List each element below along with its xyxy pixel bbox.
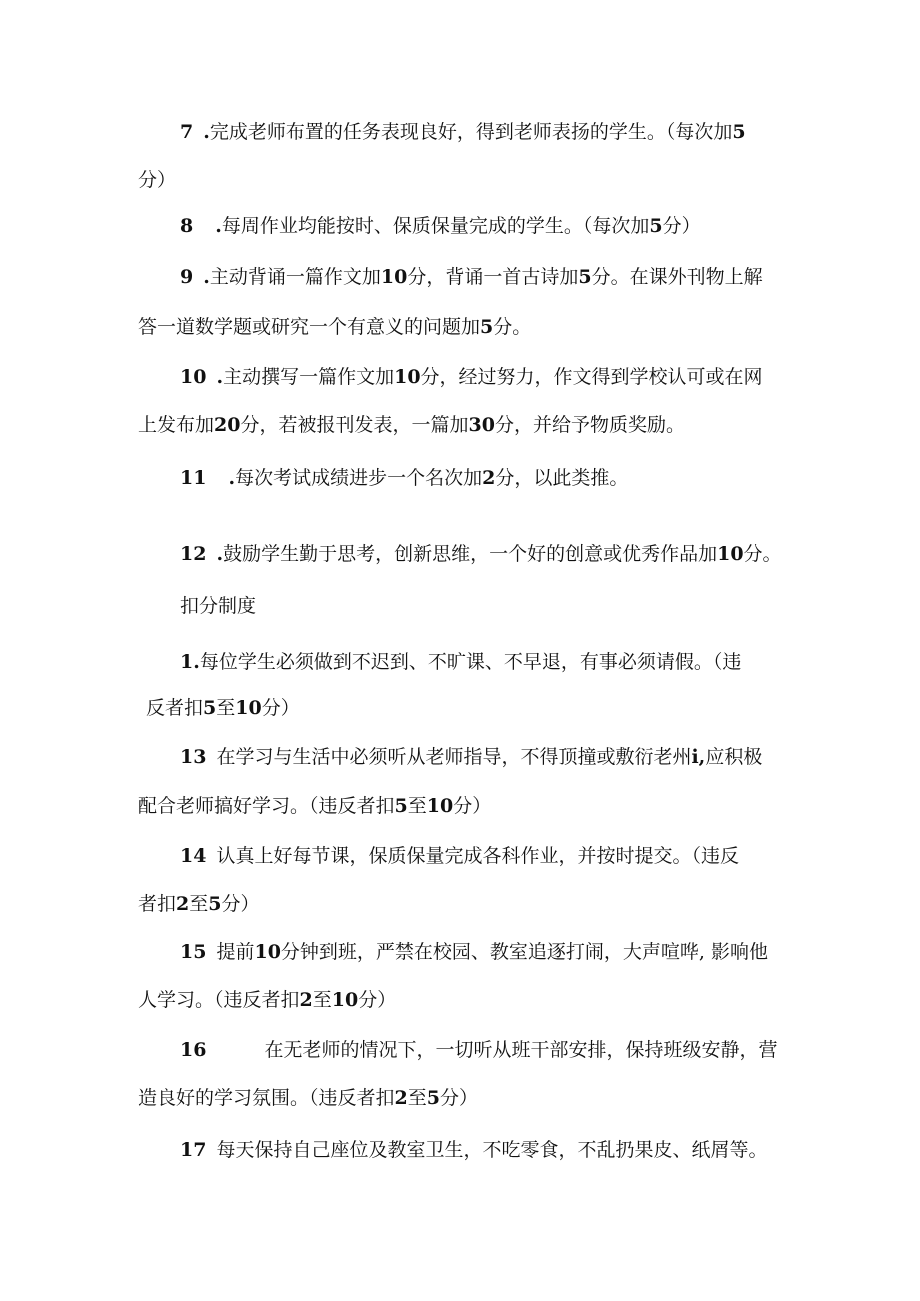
- list-item-12: 12 .鼓励学生勤于思考，创新思维，一个好的创意或优秀作品加10分。: [180, 543, 782, 565]
- item-number: 7: [180, 121, 194, 143]
- deduction-item-16: 16 在无老师的情况下，一切听从班干部安排，保持班级安静，营: [180, 1039, 778, 1061]
- deduction-item-16-cont: 造良好的学习氛围。（违反者扣2至5分）: [138, 1087, 479, 1109]
- deduction-item-15: 15 提前10分钟到班，严禁在校园、教室追逐打闹，大声喧哗, 影响他: [180, 941, 769, 963]
- deduction-item-17: 17 每天保持自己座位及教室卫生，不吃零食，不乱扔果皮、纸屑等。: [180, 1139, 768, 1161]
- list-item-9: 9 .主动背诵一篇作文加10分，背诵一首古诗加5分。在课外刊物上解: [180, 266, 763, 288]
- deduction-item-14: 14 认真上好每节课，保质保量完成各科作业，并按时提交。（违反: [180, 845, 739, 867]
- list-item-11: 11 .每次考试成绩进步一个名次加2分，以此类推。: [180, 467, 629, 489]
- deduction-item-13: 13 在学习与生活中必须听从老师指导，不得顶撞或敷衍老州i,应积极: [180, 746, 763, 768]
- list-item-7-cont: 分）: [138, 169, 177, 191]
- list-item-10-cont: 上发布加20分，若被报刊发表，一篇加30分，并给予物质奖励。: [138, 414, 685, 436]
- deduction-item-15-cont: 人学习。（违反者扣2至10分）: [138, 989, 397, 1011]
- deduction-item-1: 1.每位学生必须做到不迟到、不旷课、不早退，有事必须请假。（违: [180, 651, 742, 673]
- list-item-9-cont: 答一道数学题或研究一个有意义的问题加5分。: [138, 316, 532, 338]
- list-item-10: 10 .主动撰写一篇作文加10分，经过努力，作文得到学校认可或在网: [180, 366, 763, 388]
- list-item-7: 7 .完成老师布置的任务表现良好，得到老师表扬的学生。（每次加5: [180, 121, 746, 143]
- item-text: 完成老师布置的任务表现良好，得到老师表扬的学生。（每次加: [209, 121, 733, 143]
- section-title: 扣分制度: [180, 595, 257, 617]
- deduction-item-14-cont: 者扣2至5分）: [138, 893, 260, 915]
- list-item-8: 8 .每周作业均能按时、保质保量完成的学生。（每次加5分）: [180, 215, 701, 237]
- deduction-item-1-cont: 反者扣5至10分）: [146, 697, 300, 719]
- deduction-item-13-cont: 配合老师搞好学习。（违反者扣5至10分）: [138, 795, 492, 817]
